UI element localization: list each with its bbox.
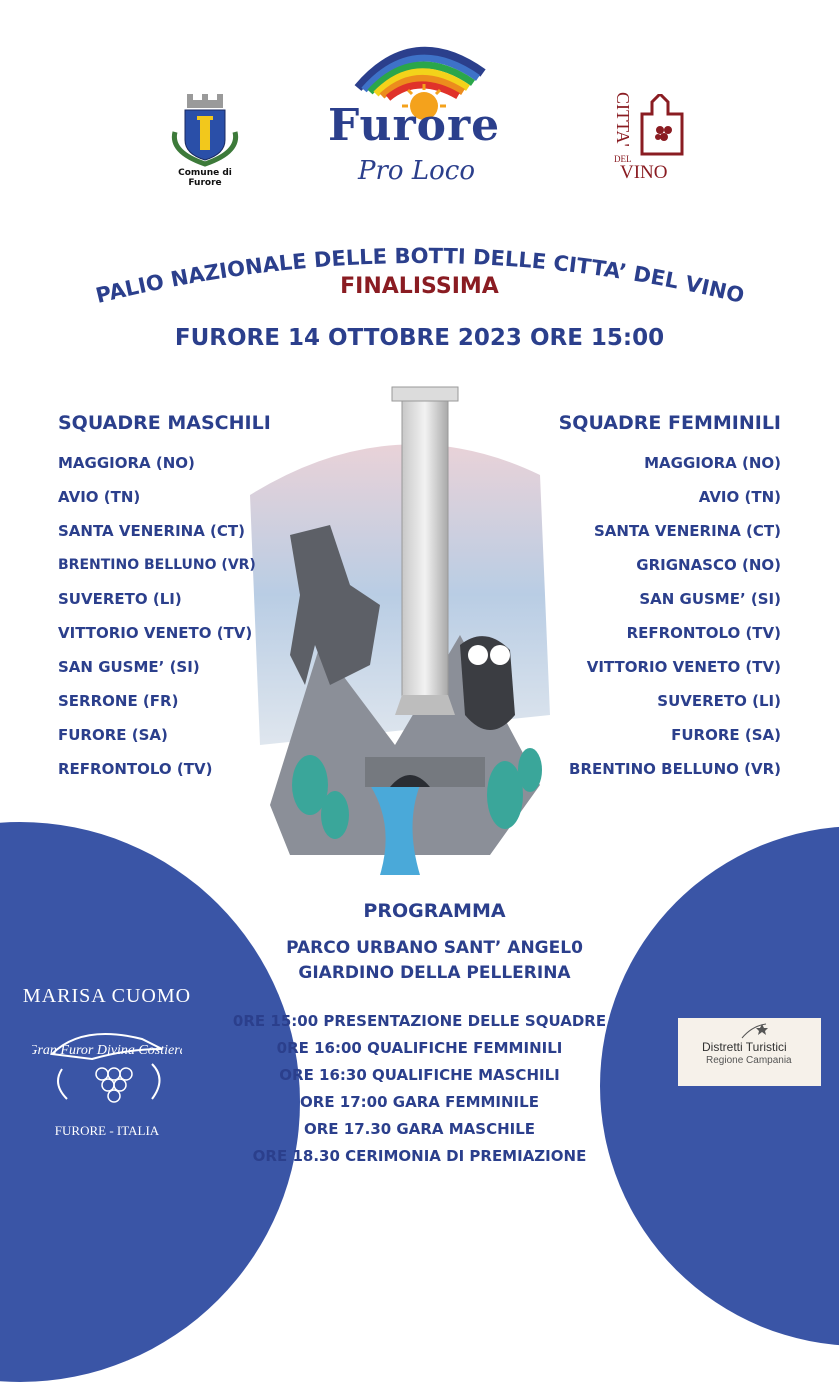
castle-grape-icon	[638, 94, 686, 156]
schedule-item: ORE 16:30 QUALIFICHE MASCHILI	[279, 1066, 560, 1084]
marisa-cuomo-name: MARISA CUOMO	[22, 985, 192, 1007]
female-team-item: GRIGNASCO (NO)	[636, 556, 781, 574]
schedule-item: 0RE 16:00 QUALIFICHE FEMMINILI	[276, 1039, 563, 1057]
furore-pro-loco-logo	[318, 28, 518, 193]
comune-di-furore-logo	[160, 92, 250, 192]
male-team-item: FURORE (SA)	[58, 726, 168, 744]
female-team-item: FURORE (SA)	[671, 726, 781, 744]
citta-del-text: DEL	[614, 154, 632, 164]
female-team-item: SANTA VENERINA (CT)	[594, 522, 781, 540]
female-team-item: VITTORIO VENETO (TV)	[586, 658, 781, 676]
male-team-item: AVIO (TN)	[58, 488, 141, 506]
male-team-item: SANTA VENERINA (CT)	[58, 522, 245, 540]
female-team-item: MAGGIORA (NO)	[644, 454, 781, 472]
marisa-cuomo-logo	[12, 985, 202, 1139]
schedule-item: ORE 17:00 GARA FEMMINILE	[300, 1093, 539, 1111]
male-teams-heading: SQUADRE MASCHILI	[58, 412, 271, 434]
female-team-item: SUVERETO (LI)	[657, 692, 781, 710]
male-team-item: VITTORIO VENETO (TV)	[58, 624, 253, 642]
female-team-item: AVIO (TN)	[698, 488, 781, 506]
pro-loco-text: Pro Loco	[358, 156, 475, 186]
citta-del-vino-logo	[612, 92, 692, 187]
venue-line-2: GIARDINO DELLA PELLERINA	[298, 963, 571, 983]
event-title	[0, 218, 839, 328]
program-heading: PROGRAMMA	[363, 900, 506, 922]
citta-vino-text: VINO	[620, 162, 668, 183]
event-subtitle: FINALISSIMA	[340, 274, 499, 299]
venue-line-1: PARCO URBANO SANT’ ANGEL0	[286, 938, 583, 958]
citta-top-text: CITTA'	[613, 92, 633, 147]
coat-of-arms-icon	[160, 92, 250, 167]
male-teams-list	[58, 446, 256, 786]
schedule-item: ORE 17.30 GARA MASCHILE	[303, 1120, 536, 1138]
male-team-item: REFRONTOLO (TV)	[58, 760, 213, 778]
male-team-item: SERRONE (FR)	[58, 692, 179, 710]
female-teams-heading: SQUADRE FEMMINILI	[558, 412, 781, 434]
distretti-turistici-logo	[678, 1018, 821, 1086]
grapevine-emblem-icon	[32, 1014, 182, 1114]
female-team-item: SAN GUSME’ (SI)	[639, 590, 781, 608]
svg-text:PALIO NAZIONALE DELLE BOTTI DE: PALIO NAZIONALE DELLE BOTTI DELLE CITTA’ DEL VINO	[93, 243, 747, 309]
event-date: FURORE 14 OTTOBRE 2023 ORE 15:00	[174, 325, 665, 351]
female-teams-list	[569, 446, 781, 786]
male-team-item: SUVERETO (LI)	[58, 590, 182, 608]
furore-wordmark: Furore	[328, 100, 501, 151]
female-team-item: REFRONTOLO (TV)	[626, 624, 781, 642]
male-team-item: MAGGIORA (NO)	[58, 454, 195, 472]
palio-artwork-illustration	[230, 385, 560, 875]
schedule-item: ORE 18.30 CERIMONIA DI PREMIAZIONE	[252, 1147, 587, 1165]
distretti-line-1: Distretti Turistici	[702, 1040, 787, 1054]
svg-text:Gran Furor Divina Costiera: Gran Furor Divina Costiera	[32, 1043, 182, 1058]
comune-caption: Comune di Furore	[178, 168, 232, 188]
male-team-item: BRENTINO BELLUNO (VR)	[58, 557, 256, 573]
male-team-item: SAN GUSME’ (SI)	[58, 658, 200, 676]
female-team-item: BRENTINO BELLUNO (VR)	[569, 760, 781, 778]
marisa-cuomo-place: FURORE - ITALIA	[54, 1123, 160, 1138]
schedule-item: 0RE 15:00 PRESENTAZIONE DELLE SQUADRE	[232, 1012, 607, 1030]
distretti-star-icon	[740, 1022, 770, 1042]
distretti-line-2: Regione Campania	[706, 1055, 792, 1066]
